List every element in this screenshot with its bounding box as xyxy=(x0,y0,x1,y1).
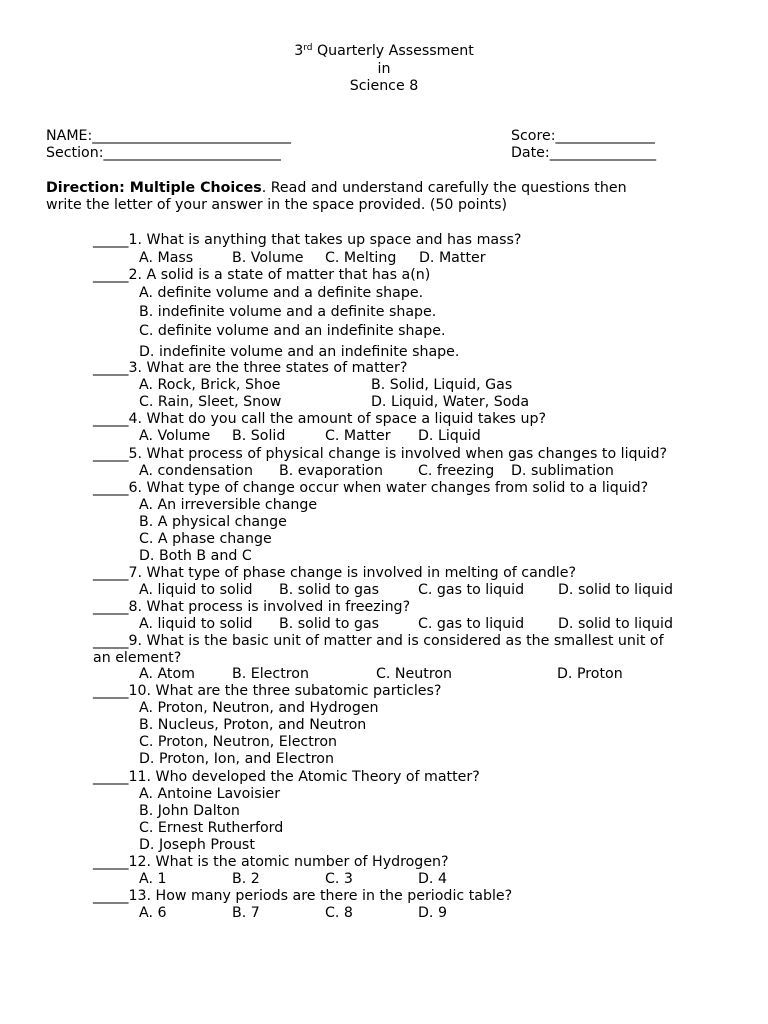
question-1-choice: D. Matter xyxy=(419,250,486,266)
question-12-choice: A. 1 xyxy=(139,871,167,887)
title-line-2: in xyxy=(377,61,391,77)
question-1-choice: C. Melting xyxy=(325,250,397,266)
question-10[interactable]: _____10. What are the three subatomic particles? xyxy=(93,683,442,699)
question-5-choice: D. sublimation xyxy=(511,463,614,479)
question-8-choice: A. liquid to solid xyxy=(139,616,253,632)
question-9-continued: an element? xyxy=(93,650,182,666)
question-3-choice: B. Solid, Liquid, Gas xyxy=(371,377,513,393)
question-5-choice: B. evaporation xyxy=(279,463,383,479)
question-8-choice: B. solid to gas xyxy=(279,616,380,632)
question-1-choice: B. Volume xyxy=(232,250,304,266)
question-6[interactable]: _____6. What type of change occur when water changes from solid to a liquid? xyxy=(93,480,649,496)
question-5[interactable]: _____5. What process of physical change is involved when gas changes to liquid? xyxy=(93,446,667,462)
direction-line-1 xyxy=(46,180,627,197)
question-10-choice: B. Nucleus, Proton, and Neutron xyxy=(139,717,367,733)
question-13-choice: A. 6 xyxy=(139,905,167,921)
question-1-choice: A. Mass xyxy=(139,250,194,266)
question-6-choice: B. A physical change xyxy=(139,514,287,530)
question-2-choice: D. indefinite volume and an indefinite shape. xyxy=(139,344,460,360)
question-2-choice: B. indefinite volume and a definite shape. xyxy=(139,304,437,320)
question-12[interactable]: _____12. What is the atomic number of Hydrogen? xyxy=(93,854,449,870)
question-3-choice: C. Rain, Sleet, Snow xyxy=(139,394,282,410)
question-13[interactable]: _____13. How many periods are there in the periodic table? xyxy=(93,888,513,904)
question-9-choice: B. Electron xyxy=(232,666,309,682)
question-2-choice: A. definite volume and a definite shape. xyxy=(139,285,424,301)
direction-text: . Read and understand carefully the questions then xyxy=(261,180,627,196)
direction-label: Direction: Multiple Choices xyxy=(46,180,262,196)
question-1[interactable]: _____1. What is anything that takes up space and has mass? xyxy=(93,232,522,248)
name-field[interactable]: NAME:____________________________ xyxy=(46,128,291,144)
question-3-choice: D. Liquid, Water, Soda xyxy=(371,394,530,410)
question-3-choice: A. Rock, Brick, Shoe xyxy=(139,377,281,393)
question-2-choice: C. definite volume and an indefinite shape. xyxy=(139,323,446,339)
question-4-choice: C. Matter xyxy=(325,428,391,444)
question-2[interactable]: _____2. A solid is a state of matter that has a(n) xyxy=(93,267,431,283)
question-4-choice: B. Solid xyxy=(232,428,286,444)
section-field[interactable]: Section:_________________________ xyxy=(46,145,281,161)
question-11[interactable]: _____11. Who developed the Atomic Theory of matter? xyxy=(93,769,480,785)
question-8-choice: D. solid to liquid xyxy=(558,616,673,632)
question-11-choice: A. Antoine Lavoisier xyxy=(139,786,281,802)
direction-line-2: write the letter of your answer in the space provided. (50 points) xyxy=(46,197,508,213)
title-line-1 xyxy=(0,43,768,60)
question-13-choice: C. 8 xyxy=(325,905,353,921)
question-8-choice: C. gas to liquid xyxy=(418,616,525,632)
question-11-choice: B. John Dalton xyxy=(139,803,240,819)
question-10-choice: C. Proton, Neutron, Electron xyxy=(139,734,337,750)
question-7[interactable]: _____7. What type of phase change is involved in melting of candle? xyxy=(93,565,576,581)
question-8[interactable]: _____8. What process is involved in freezing? xyxy=(93,599,411,615)
question-6-choice: D. Both B and C xyxy=(139,548,252,564)
question-12-choice: C. 3 xyxy=(325,871,353,887)
question-13-choice: B. 7 xyxy=(232,905,260,921)
question-3[interactable]: _____3. What are the three states of matter? xyxy=(93,360,408,376)
title-ordinal: 3 xyxy=(294,43,304,59)
question-9-choice: D. Proton xyxy=(557,666,623,682)
title-subject: Science 8 xyxy=(349,78,419,94)
question-12-choice: B. 2 xyxy=(232,871,260,887)
question-5-choice: A. condensation xyxy=(139,463,253,479)
question-7-choice: A. liquid to solid xyxy=(139,582,253,598)
question-5-choice: C. freezing xyxy=(418,463,495,479)
question-4-choice: D. Liquid xyxy=(418,428,481,444)
question-6-choice: A. An irreversible change xyxy=(139,497,318,513)
score-field[interactable]: Score:______________ xyxy=(511,128,655,144)
question-7-choice: D. solid to liquid xyxy=(558,582,673,598)
question-4-choice: A. Volume xyxy=(139,428,211,444)
date-field[interactable]: Date:_______________ xyxy=(511,145,657,161)
question-9[interactable]: _____9. What is the basic unit of matter and is considered as the smallest unit of xyxy=(93,633,664,649)
question-13-choice: D. 9 xyxy=(418,905,447,921)
question-9-choice: C. Neutron xyxy=(376,666,453,682)
question-7-choice: B. solid to gas xyxy=(279,582,380,598)
question-6-choice: C. A phase change xyxy=(139,531,272,547)
question-12-choice: D. 4 xyxy=(418,871,447,887)
question-11-choice: D. Joseph Proust xyxy=(139,837,255,853)
question-10-choice: D. Proton, Ion, and Electron xyxy=(139,751,334,767)
question-9-choice: A. Atom xyxy=(139,666,195,682)
question-7-choice: C. gas to liquid xyxy=(418,582,525,598)
title-text: Quarterly Assessment xyxy=(312,43,474,59)
title-ordinal-suffix: rd xyxy=(303,43,313,53)
question-11-choice: C. Ernest Rutherford xyxy=(139,820,284,836)
question-4[interactable]: _____4. What do you call the amount of space a liquid takes up? xyxy=(93,411,546,427)
question-10-choice: A. Proton, Neutron, and Hydrogen xyxy=(139,700,379,716)
